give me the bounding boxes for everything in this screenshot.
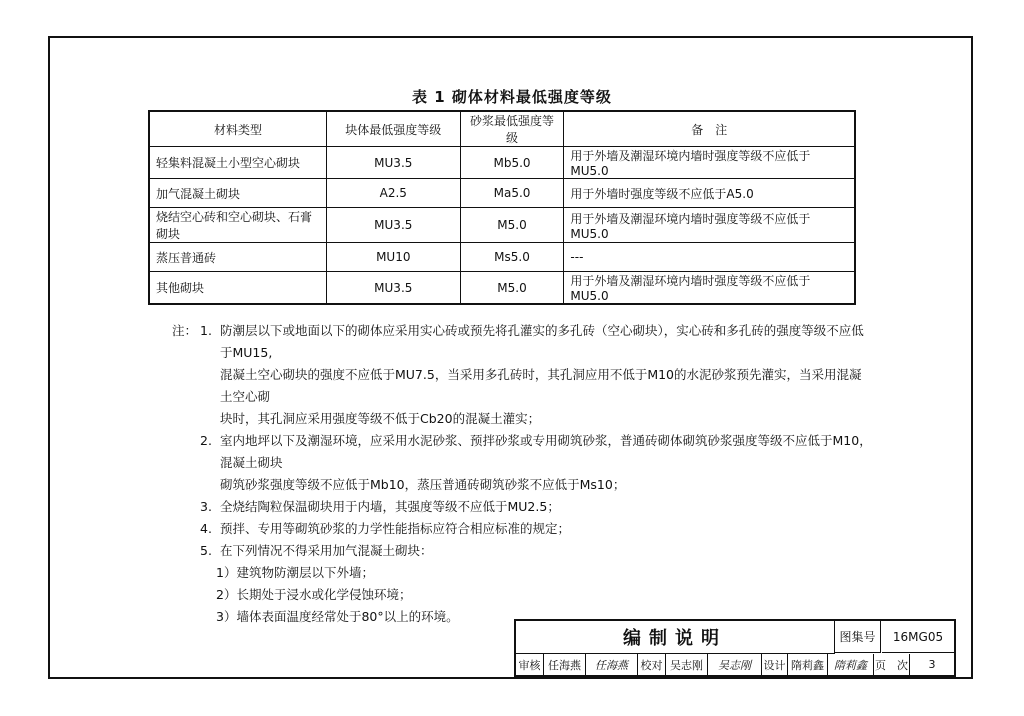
notes-label: 注： [172,323,198,338]
col-header-material: 材料类型 [149,111,326,147]
drawing-title: 编制说明 [516,621,835,654]
check-label: 校对 [638,654,666,675]
cell-material: 加气混凝土砌块 [149,179,326,208]
note-text: 室内地坪以下及潮湿环境，应采用水泥砂浆、预拌砂浆或专用砌筑砂浆，普通砖砌体砌筑砂浆强度等级不应低于M10，混凝土砌块 [220,433,872,470]
checker-name: 吴志刚 [666,654,708,675]
cell-block-grade: MU3.5 [326,208,460,243]
note-text: 预拌、专用等砌筑砂浆的力学性能指标应符合相应标准的规定； [220,521,571,536]
cell-material: 其他砌块 [149,272,326,305]
design-label: 设计 [762,654,788,675]
designer-signature: 隋莉鑫 [828,654,874,675]
col-header-mortar-grade: 砂浆最低强度等级 [460,111,564,147]
cell-mortar-grade: M5.0 [460,272,564,305]
note-4 [172,518,872,540]
cell-remarks: 用于外墙及潮湿环境内墙时强度等级不应低于MU5.0 [564,272,855,305]
cell-material: 蒸压普通砖 [149,243,326,272]
note-text: 全烧结陶粒保温砌块用于内墙，其强度等级不应低于MU2.5； [220,499,560,514]
reviewer-signature: 任海燕 [586,654,638,675]
table-row [149,272,855,305]
cell-remarks: 用于外墙及潮湿环境内墙时强度等级不应低于MU5.0 [564,208,855,243]
col-header-remarks: 备 注 [564,111,855,147]
table-row [149,243,855,272]
reviewer-name: 任海燕 [544,654,586,675]
note-text: 砌筑砂浆强度等级不应低于Mb10，蒸压普通砖砌筑砂浆不应低于Ms10； [220,477,626,492]
table-header-row [149,111,855,147]
table-title: 表 1 砌体材料最低强度等级 [412,88,612,106]
note-number: 4. [200,521,212,536]
note-text: 防潮层以下或地面以下的砌体应采用实心砖或预先将孔灌实的多孔砖（空心砌块），实心砖和多孔砖的强度等级不应低于MU15, [220,323,864,360]
notes-section [172,320,872,628]
col-header-block-grade: 块体最低强度等级 [326,111,460,147]
note-2 [172,430,872,474]
note-sub-item: 1）建筑物防潮层以下外墙； [216,565,374,580]
cell-mortar-grade: Mb5.0 [460,147,564,179]
cell-block-grade: MU10 [326,243,460,272]
note-5 [172,540,872,562]
page-number: 3 [928,658,936,671]
note-text: 块时，其孔洞应采用强度等级不低于Cb20的混凝土灌实； [220,411,541,426]
cell-remarks: --- [564,243,855,272]
note-1 [172,320,872,364]
checker-signature: 吴志刚 [708,654,762,675]
atlas-label: 图集号 [835,621,881,653]
cell-block-grade: A2.5 [326,179,460,208]
signature-row [516,654,954,675]
cell-remarks: 用于外墙时强度等级不应低于A5.0 [564,179,855,208]
atlas-number: 16MG05 [882,621,954,653]
cell-block-grade: MU3.5 [326,147,460,179]
masonry-grade-table [148,110,856,305]
note-text: 混凝土空心砌块的强度不应低于MU7.5，当采用多孔砖时，其孔洞应用不低于M10的水泥砂浆预先灌实，当采用混凝土空心砌 [220,367,862,404]
review-label: 审核 [516,654,544,675]
note-3 [172,496,872,518]
designer-name: 隋莉鑫 [788,654,828,675]
note-text: 在下列情况不得采用加气混凝土砌块： [220,543,433,558]
cell-mortar-grade: M5.0 [460,208,564,243]
table-row [149,147,855,179]
note-sub-item: 3）墙体表面温度经常处于80°以上的环境。 [216,609,459,624]
cell-material: 轻集料混凝土小型空心砌块 [149,147,326,179]
note-number: 5. [200,543,212,558]
page-label: 页 次 [874,654,910,675]
note-number: 3. [200,499,212,514]
note-sub-item: 2）长期处于浸水或化学侵蚀环境； [216,587,412,602]
cell-remarks: 用于外墙及潮湿环境内墙时强度等级不应低于MU5.0 [564,147,855,179]
table-row [149,208,855,243]
cell-mortar-grade: Ms5.0 [460,243,564,272]
table-row [149,179,855,208]
note-number: 1. [200,323,212,338]
title-block [514,619,956,677]
cell-block-grade: MU3.5 [326,272,460,305]
cell-material: 烧结空心砖和空心砌块、石膏砌块 [149,208,326,243]
note-number: 2. [200,433,212,448]
cell-mortar-grade: Ma5.0 [460,179,564,208]
